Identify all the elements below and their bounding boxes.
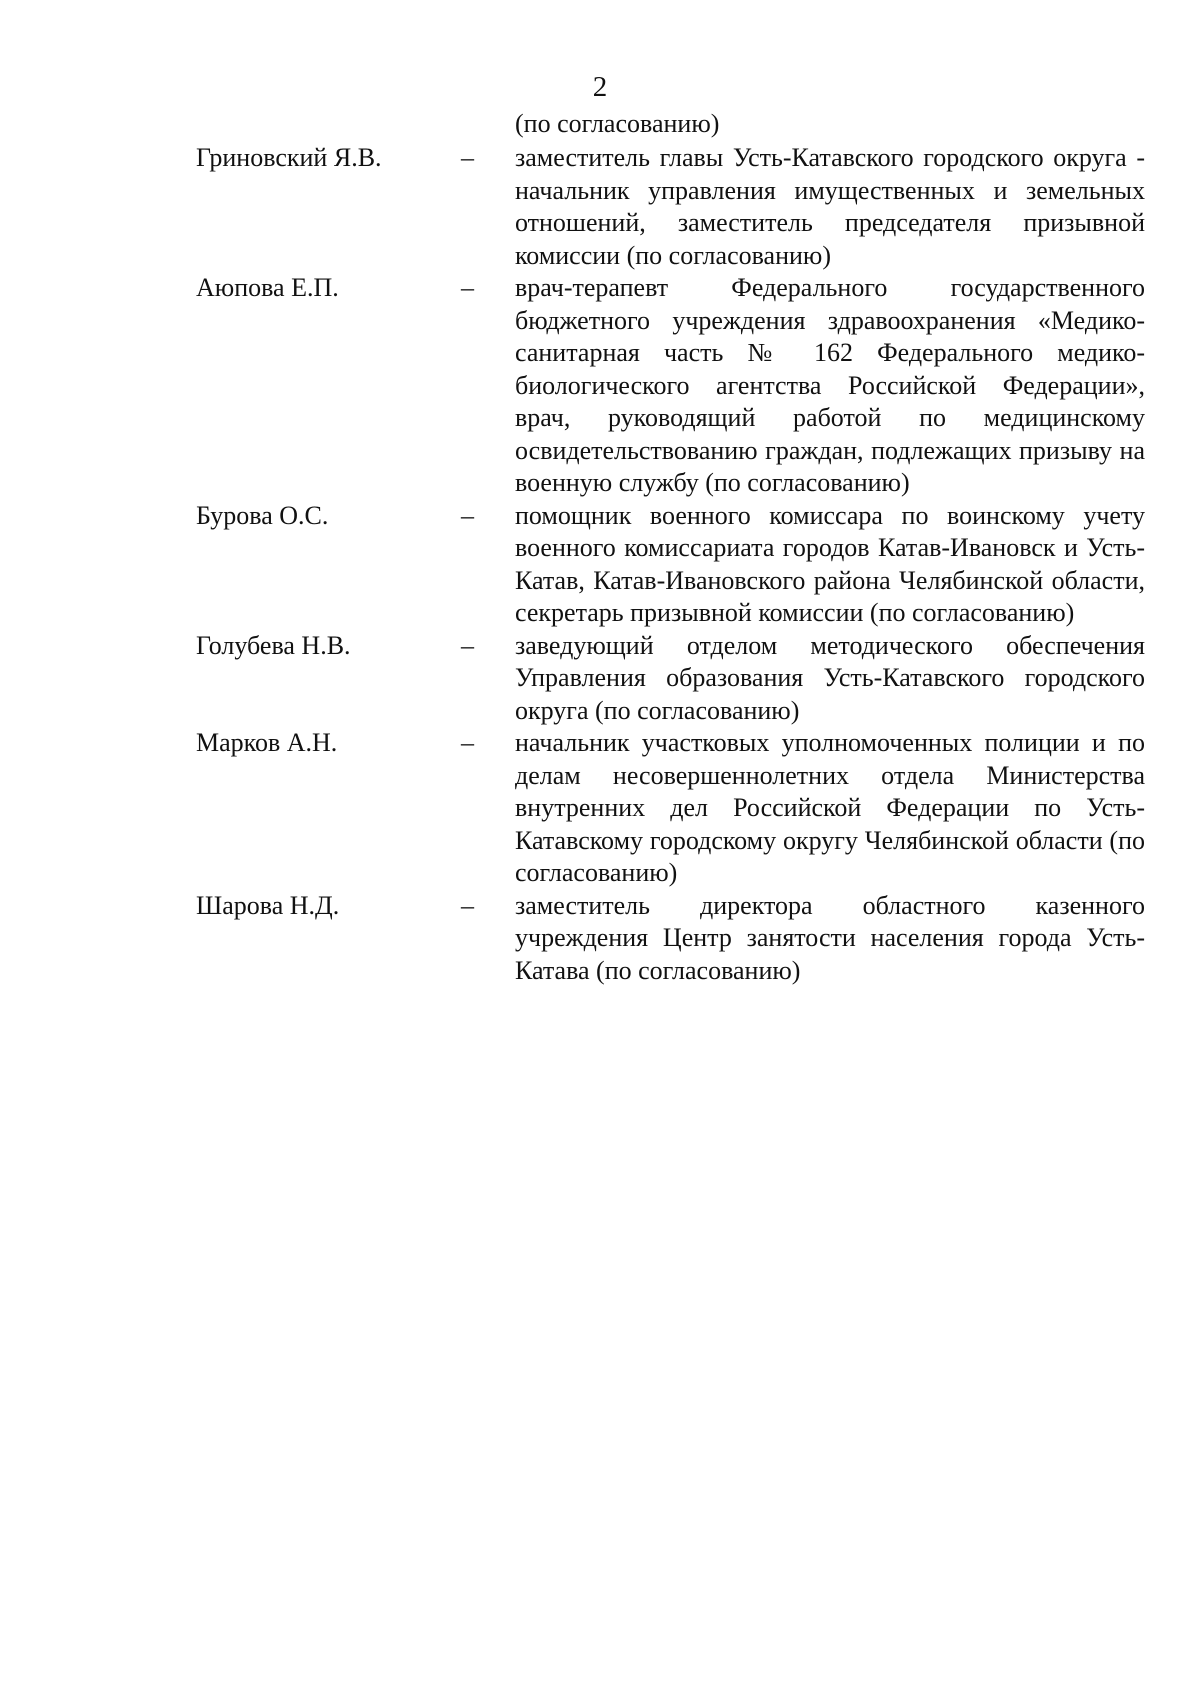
member-dash: – bbox=[461, 728, 474, 757]
member-name: Марков А.Н. bbox=[196, 728, 338, 757]
member-role: заместитель главы Усть-Катавского городского округа - начальник управления имущественных и земельных отношений, заместитель председателя призывной комиссии (по согласованию) bbox=[515, 143, 1145, 270]
continuation-text: (по согласованию) bbox=[515, 109, 720, 138]
member-row bbox=[196, 630, 1146, 728]
member-row bbox=[196, 272, 1146, 500]
member-dash: – bbox=[461, 273, 474, 302]
member-role: заведующий отделом методического обеспечения Управления образования Усть-Катавского городского округа (по согласованию) bbox=[515, 630, 1145, 725]
member-dash: – bbox=[461, 890, 474, 920]
member-dash: – bbox=[461, 500, 474, 530]
member-name: Аюпова Е.П. bbox=[196, 273, 339, 302]
member-row bbox=[196, 890, 1146, 988]
member-dash: – bbox=[461, 630, 474, 660]
member-row bbox=[196, 500, 1146, 630]
member-row bbox=[196, 727, 1146, 890]
member-name: Шарова Н.Д. bbox=[196, 890, 340, 920]
page-number: 2 bbox=[592, 71, 608, 103]
member-name: Бурова О.С. bbox=[196, 500, 329, 530]
member-name: Гриновский Я.В. bbox=[196, 143, 382, 172]
member-name: Голубева Н.В. bbox=[196, 630, 351, 660]
member-role: заместитель директора областного казенного учреждения Центр занятости населения города Усть-Катава (по согласованию) bbox=[515, 890, 1145, 985]
member-role: врач-терапевт Федерального государственного бюджетного учреждения здравоохранения «Медико-санитарная часть № 162 Федерального медико-биологического агентства Российской Федерации», врач, руководящий работой по медицинскому освидетельствованию граждан, подлежащих призыву на военную службу (по согласованию) bbox=[515, 273, 1145, 497]
member-role: начальник участковых уполномоченных полиции и по делам несовершеннолетних отдела Министерства внутренних дел Российской Федерации по Усть-Катавскому городскому округу Челябинской области (по согласованию) bbox=[515, 728, 1145, 887]
member-role: помощник военного комиссара по воинскому учету военного комиссариата городов Катав-Ивановск и Усть-Катав, Катав-Ивановского района Челябинской области, секретарь призывной комиссии (по согласованию) bbox=[515, 500, 1145, 627]
members-list bbox=[196, 142, 1146, 987]
member-dash: – bbox=[461, 143, 474, 172]
member-row bbox=[196, 142, 1146, 272]
